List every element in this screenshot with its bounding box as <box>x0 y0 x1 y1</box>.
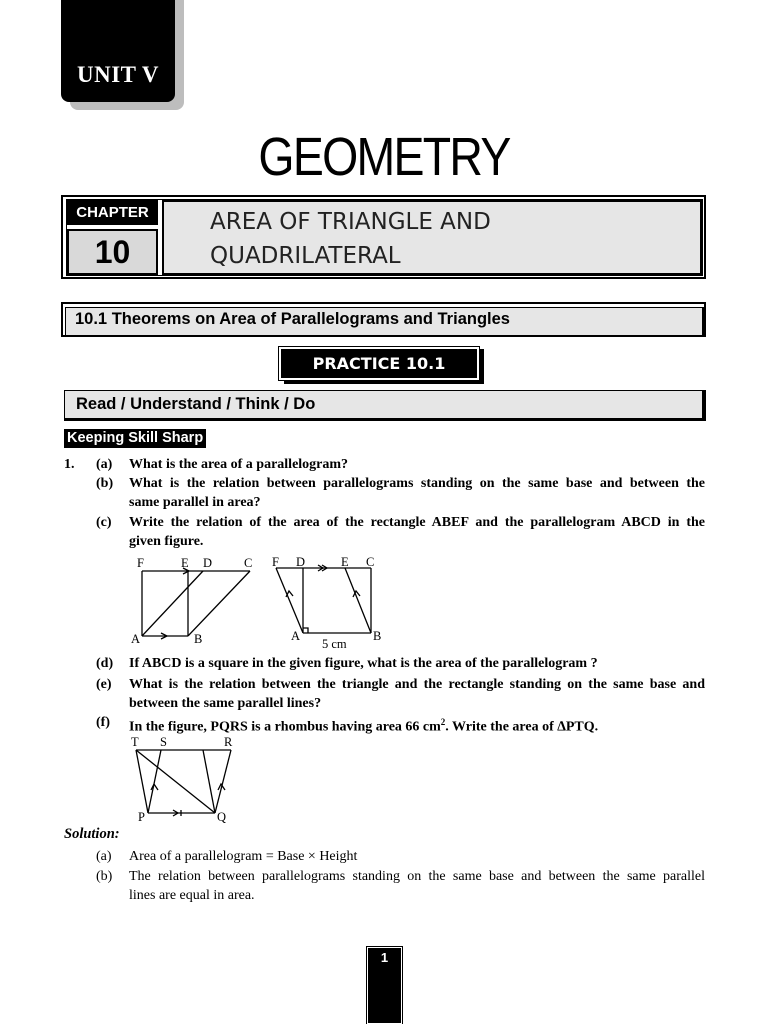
label-p: P <box>138 810 145 824</box>
chapter-number: 10 <box>67 229 158 275</box>
label-a: A <box>291 629 301 643</box>
line-tp <box>136 750 148 813</box>
solution-text-b-line2: lines are equal in area. <box>129 888 255 903</box>
part-text-e-line2: between the same parallel lines? <box>129 696 322 711</box>
line-sq-side <box>203 750 215 813</box>
chapter-title-line2: QUADRILATERAL <box>210 243 401 269</box>
part-title: GEOMETRY <box>258 127 510 187</box>
part-label-a: (a) <box>96 457 113 472</box>
line-ad <box>142 571 203 636</box>
label-d: D <box>203 556 213 570</box>
line-eb <box>345 568 371 633</box>
label-e: E <box>181 556 189 570</box>
part-text-b-line1: What is the relation between parallelograms standing on the same base and between the <box>129 476 705 491</box>
part-text-e-line1: What is the relation between the triangle and the rectangle standing on the same base and <box>129 677 705 692</box>
label-r: R <box>224 735 233 749</box>
activity-label: Read / Understand / Think / Do <box>76 395 316 413</box>
solution-text-a: Area of a parallelogram = Base × Height <box>129 849 358 864</box>
label-f: F <box>137 556 144 570</box>
skill-heading: Keeping Skill Sharp <box>64 429 206 448</box>
part-label-f: (f) <box>96 715 110 730</box>
label-b: B <box>194 632 203 646</box>
label-s: S <box>160 735 167 749</box>
solution-text-b-line1: The relation between parallelograms standing on the same base and between the same parallel <box>129 869 705 884</box>
part-label-e: (e) <box>96 677 112 692</box>
part-label-c: (c) <box>96 515 112 530</box>
line-sp <box>148 750 161 813</box>
solution-label-b: (b) <box>96 869 113 884</box>
label-t: T <box>131 735 139 749</box>
chapter-title-line1: AREA OF TRIANGLE AND <box>210 209 491 235</box>
unit-label: UNIT V <box>76 62 160 87</box>
question-number: 1. <box>64 457 75 472</box>
chapter-title <box>210 205 690 273</box>
part-text-c-line1: Write the relation of the area of the rectangle ABEF and the parallelogram ABCD in the <box>129 515 705 530</box>
label-b: B <box>373 629 382 643</box>
part-text-b-line2: same parallel in area? <box>129 495 261 510</box>
part-text-c-line2: given figure. <box>129 534 204 549</box>
figure-square-parallelogram <box>268 553 393 653</box>
section-title: 10.1 Theorems on Area of Parallelograms and Triangles <box>75 310 510 328</box>
part-label-d: (d) <box>96 656 114 671</box>
right-angle <box>303 628 308 633</box>
line-fa <box>276 568 303 633</box>
arrow-ps <box>151 784 158 790</box>
label-d: D <box>296 555 306 569</box>
solution-heading: Solution: <box>64 826 120 842</box>
figure-rhombus <box>125 733 240 825</box>
figure-rectangle-parallelogram <box>125 553 265 648</box>
arrow-af <box>286 591 293 597</box>
label-e: E <box>341 555 349 569</box>
part-text-a: What is the area of a parallelogram? <box>129 457 349 472</box>
part-label-b: (b) <box>96 476 114 491</box>
label-measure: 5 cm <box>322 637 347 651</box>
label-a: A <box>131 632 141 646</box>
part-text-f: In the figure, PQRS is a rhombus having area 66 $cm^2$. Write the area of ∆PTQ. <box>129 717 599 735</box>
practice-label: PRACTICE 10.1 <box>279 347 479 380</box>
line-bc <box>188 571 250 636</box>
line-tq <box>136 750 215 813</box>
chapter-word: CHAPTER <box>67 200 158 225</box>
solution-label-a: (a) <box>96 849 112 864</box>
part-text-d: If ABCD is a square in the given figure, what is the area of the parallelogram ? <box>129 656 598 671</box>
label-c: C <box>366 555 375 569</box>
label-f: F <box>272 555 279 569</box>
page-number: 1 <box>380 950 389 965</box>
label-c: C <box>244 556 253 570</box>
label-q: Q <box>217 810 227 824</box>
line-rq <box>215 750 231 813</box>
